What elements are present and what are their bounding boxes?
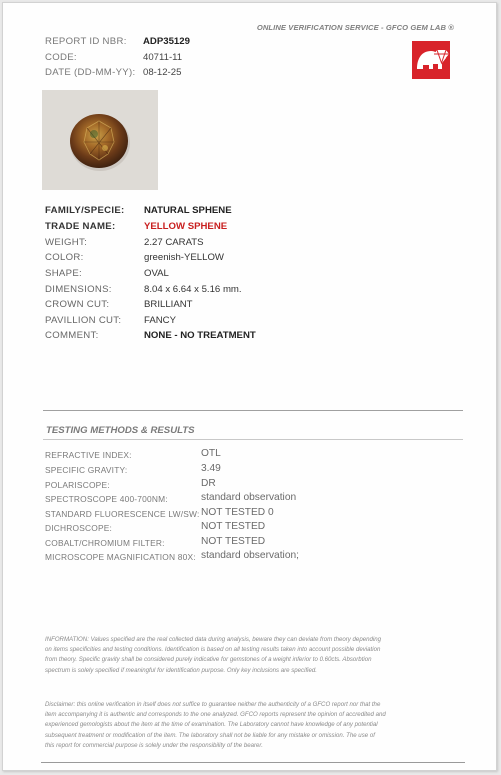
- test-value-specific-gravity: 3.49: [201, 463, 221, 474]
- detail-value-trade-name: YELLOW SPHENE: [144, 221, 228, 232]
- disclaimer-line: Disclaimer: this online verification in itself does not suffice to guarantee neither the authenticity of a GFCO report nor that the: [45, 701, 381, 708]
- section-divider-bottom: [43, 439, 463, 440]
- disclaimer-line: subsequent treatment or modification of the item. The laboratory shall not be liable for any mistake or omission. The use of: [45, 731, 375, 739]
- test-label-fluorescence: STANDARD FLUORESCENCE LW/SW:: [45, 509, 200, 519]
- test-label-refractive-index: REFRACTIVE INDEX:: [45, 450, 132, 460]
- detail-value-shape: OVAL: [144, 268, 169, 279]
- gemstone-photo: [42, 90, 158, 190]
- verification-service-title: ONLINE VERIFICATION SERVICE - GFCO GEM LAB ®: [256, 23, 454, 32]
- report-page: [2, 2, 497, 771]
- testing-section-title: TESTING METHODS & RESULTS: [46, 425, 195, 436]
- test-value-microscope: standard observation;: [201, 550, 299, 561]
- report-id-label: REPORT ID NBR:: [45, 36, 127, 47]
- detail-label-pavillion-cut: PAVILLION CUT:: [45, 315, 122, 326]
- disclaimer-line: experienced gemologists about the item at the time of examination. The Laboratory cannot have knowledge of any potential: [45, 721, 378, 729]
- detail-label-shape: SHAPE:: [45, 268, 82, 279]
- test-value-dichroscope: NOT TESTED: [201, 521, 266, 532]
- report-id-value: ADP35129: [143, 36, 190, 47]
- code-label: CODE:: [45, 52, 77, 63]
- gfco-logo-icon: [412, 41, 450, 79]
- test-label-spectroscope: SPECTROSCOPE 400-700NM:: [45, 494, 168, 504]
- test-label-dichroscope: DICHROSCOPE:: [45, 523, 113, 533]
- code-value: 40711-11: [143, 52, 183, 63]
- disclaimer-line: this report for commercial purpose is solely under the responsibility of the bearer.: [45, 741, 263, 749]
- test-value-chromium-filter: NOT TESTED: [201, 536, 266, 547]
- test-value-spectroscope: standard observation: [201, 492, 297, 503]
- detail-label-weight: WEIGHT:: [45, 237, 88, 248]
- detail-value-comment: NONE - NO TREATMENT: [144, 330, 256, 341]
- test-value-fluorescence: NOT TESTED 0: [201, 507, 274, 518]
- information-line: INFORMATION: Values specified are the real collected data during analysis, beware they can deviate from theory depending: [45, 636, 382, 643]
- information-line: on items specificities and testing conditions. Identification is based on all testing results taken into account possible deviation: [45, 646, 381, 654]
- detail-label-dimensions: DIMENSIONS:: [45, 284, 112, 295]
- information-line: spectrum is solely specified if meaningful for identification purpose. Only key inclusions are specified.: [45, 666, 317, 674]
- test-value-polariscope: DR: [201, 478, 216, 489]
- test-label-specific-gravity: SPECIFIC GRAVITY:: [45, 465, 128, 475]
- date-value: 08-12-25: [143, 67, 182, 78]
- test-value-refractive-index: OTL: [201, 448, 221, 459]
- detail-label-comment: COMMENT:: [45, 330, 99, 341]
- detail-label-trade-name: TRADE NAME:: [45, 221, 116, 232]
- date-label: DATE (DD-MM-YY):: [45, 67, 136, 78]
- disclaimer-paragraph: [45, 700, 461, 751]
- detail-label-family: FAMILY/SPECIE:: [45, 205, 125, 216]
- detail-value-family: NATURAL SPHENE: [144, 205, 232, 216]
- information-paragraph: [45, 635, 461, 676]
- detail-value-color: greenish-YELLOW: [144, 252, 224, 263]
- test-label-polariscope: POLARISCOPE:: [45, 480, 110, 490]
- detail-value-weight: 2.27 CARATS: [144, 237, 204, 248]
- detail-value-crown-cut: BRILLIANT: [144, 299, 193, 310]
- detail-label-crown-cut: CROWN CUT:: [45, 299, 110, 310]
- disclaimer-line: item accompanying it is authentic and corresponds to the one analyzed. GFCO reports represent the opinion of accredited and: [45, 711, 386, 719]
- test-label-chromium-filter: COBALT/CHROMIUM FILTER:: [45, 538, 165, 548]
- section-divider-top: [43, 410, 463, 411]
- footer-divider: [41, 762, 465, 763]
- information-line: from theory. Specific gravity shall be considered purely indicative for gemstones of a weight inferior to 0.60cts. Absorbtion: [45, 656, 372, 664]
- test-label-microscope: MICROSCOPE MAGNIFICATION 80X:: [45, 552, 196, 562]
- detail-value-pavillion-cut: FANCY: [144, 315, 176, 326]
- detail-label-color: COLOR:: [45, 252, 84, 263]
- detail-value-dimensions: 8.04 x 6.64 x 5.16 mm.: [144, 284, 242, 295]
